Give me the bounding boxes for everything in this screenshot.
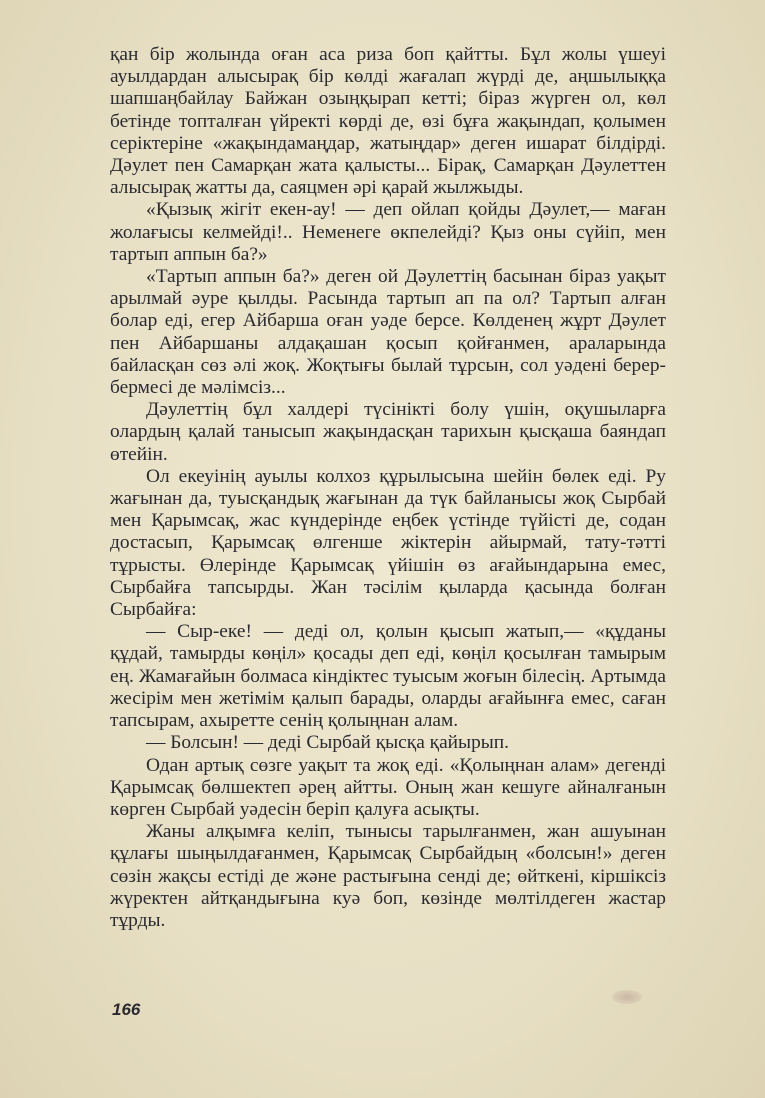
paragraph-4: Дәулеттің бұл халдері түсінікті болу үшін, оқушыларға олардың қалай танысып жақындасқан тарихын қысқаша баяндап өтейін. bbox=[110, 399, 666, 465]
paragraph-6: — Сыр-еке! — деді ол, қолын қысып жатып,— «құданы құдай, тамырды көңіл» қосады деп еді, көңіл қосылған тамырым ең. Жамағайын болмаса кіндіктес туысым жоғын білесің. Артымда жесірім мен жетімім қалып барады, оларды ағайынға емес, саған тапсырам, ахыретте сенің қолыңнан алам. bbox=[110, 621, 666, 732]
paragraph-7: — Болсын! — деді Сырбай қысқа қайырып. bbox=[146, 732, 510, 754]
paragraph-9: Жаны алқымға келіп, тынысы тарылғанмен, жан ашуынан құлағы шыңылдағанмен, Қарымсақ Сырбайдың «болсын!» деген сөзін жақсы естіді де және растығына сенді де; өйткені, кіршіксіз жүректен айтқандығына куә боп, көзінде мөлтілдеген жастар тұрды. bbox=[110, 821, 666, 931]
paper-stain bbox=[612, 990, 642, 1004]
paragraph-3: «Тартып аппын ба?» деген ой Дәулеттің басынан біраз уақыт арылмай әуре қылды. Расында тартып ап па ол? Тартып алған болар еді, егер Айбарша оған уәде берсе. Көлденең жұрт Дәулет пен Айбаршаны алдақашан қосып қойғанмен, араларында байласқан сөз әлі жоқ. Жоқтығы былай тұрсын, сол уәдені берер-бермесі де мәлімсіз... bbox=[110, 266, 666, 399]
page-body-text bbox=[110, 44, 666, 932]
page-number: 166 bbox=[112, 1000, 141, 1019]
paragraph-5: Ол екеуінің ауылы колхоз құрылысына шейін бөлек еді. Ру жағынан да, туысқандық жағынан да түк байланысы жоқ Сырбай мен Қарымсақ, жас күндерінде еңбек үстінде түйісті де, содан достасып, Қарымсақ өлгенше жіктерін айырмай, тату-тәтті тұрысты. Өлерінде Қарымсақ үйішін өз ағайындарына емес, Сырбайға тапсырды. Жан тәсілім қыларда қасында болған Сырбайға: bbox=[110, 465, 666, 621]
paragraph-1: қан бір жолында оған аса риза боп қайтты. Бұл жолы үшеуі ауылдардан алысырақ бір көлді жағалап жүрді де, аңшылыққа шапшаңбайлау Байжан озыңқырап кетті; біраз жүрген ол, көл бетінде топталған үйректі көрді де, өзі бұға жақындап, қолымен серіктеріне «жақындамаңдар, жатыңдар» деген ишарат білдірді. Дәулет пен Самарқан жата қалысты... Бірақ, Самарқан Дәулеттен алысырақ жатты да, саяцмен әрі қарай жылжыды. bbox=[110, 44, 666, 199]
paragraph-8: Одан артық сөзге уақыт та жоқ еді. «Қолыңнан алам» дегенді Қарымсақ бөлшектеп әрең айтты. Оның жан кешуге айналғанын көрген Сырбай уәдесін беріп қалуға асықты. bbox=[110, 754, 666, 820]
paragraph-2: «Қызық жігіт екен-ау! — деп ойлап қойды Дәулет,— маған жолағысы келмейді!.. Неменеге өкпелейді? Қыз оны сүйіп, мен тартып аппын ба?» bbox=[110, 199, 666, 265]
